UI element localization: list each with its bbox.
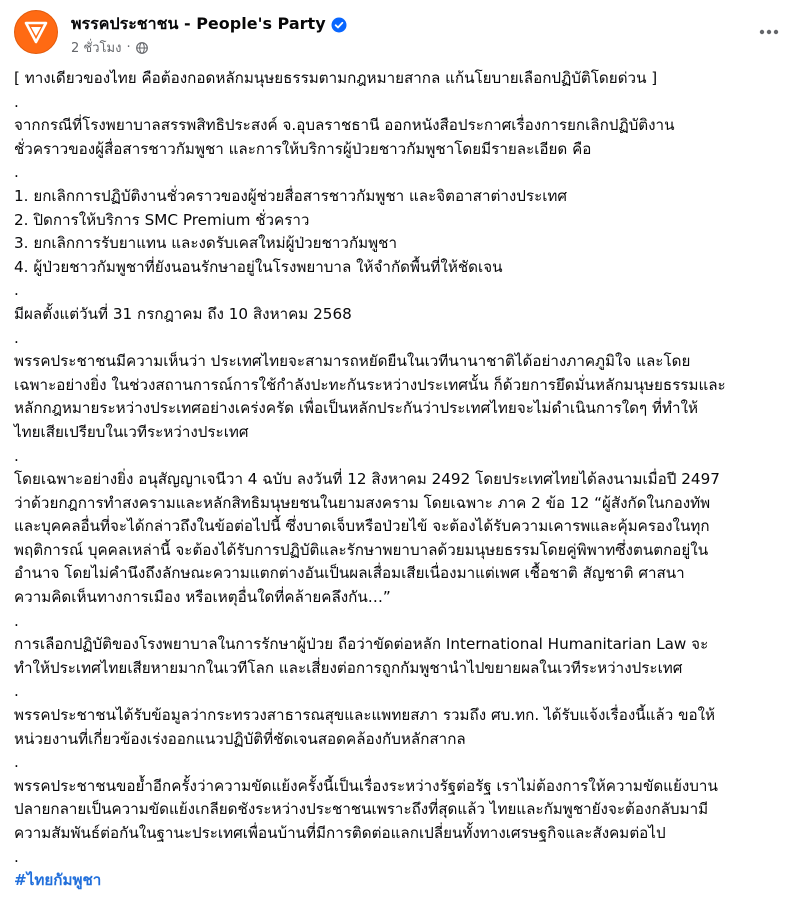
post-text-line: 3. ยกเลิกการรับยาแทน และงดรับเคสใหม่ผู้ป่วยชาวกัมพูชา (14, 234, 397, 253)
post-text-line: โดยเฉพาะอย่างยิ่ง อนุสัญญาเจนีวา 4 ฉบับ ลงวันที่ 12 สิงหาคม 2492 โดยประเทศไทยได้ลงนามเมื่อปี 2497 (14, 470, 720, 489)
post-text-line: ความคิดเห็นทางการเมือง หรือเหตุอื่นใดที่คล้ายคลึงกัน…” (14, 588, 391, 607)
post-text-line: เฉพาะอย่างยิ่ง ในช่วงสถานการณ์การใช้กำลังปะทะกันระหว่างประเทศนั้น ก็ด้วยการยึดมั่นหลักมนุษยธรรมและ (14, 375, 726, 394)
post-text-line: . (14, 847, 19, 866)
post-text-line: . (14, 281, 19, 300)
meta-separator: · (126, 40, 131, 55)
post-text-line: อำนาจ โดยไม่คำนึงถึงลักษณะความแตกต่างอันเป็นผลเสื่อมเสียเนื่องมาแต่เพศ เชื้อชาติ สัญชาติ ศาสนา (14, 564, 685, 583)
peoples-party-logo-icon (23, 19, 49, 45)
verified-badge-icon (331, 17, 347, 33)
post-timestamp[interactable]: 2 ชั่วโมง (71, 41, 122, 56)
post-text-line: . (14, 163, 19, 182)
post-text-line: มีผลตั้งแต่วันที่ 31 กรกฎาคม ถึง 10 สิงหาคม 2568 (14, 304, 352, 323)
post-text-line: . (14, 682, 19, 701)
post-text-line: พรรคประชาชนขอย้ำอีกครั้งว่าความขัดแย้งครั้งนี้เป็นเรื่องระหว่างรัฐต่อรัฐ เราไม่ต้องการให้ความขัดแย้งบาน (14, 776, 718, 795)
post-text-line: ชั่วคราวของผู้สื่อสารชาวกัมพูชา และการให้บริการผู้ป่วยชาวกัมพูชาโดยมีรายละเอียด คือ (14, 139, 592, 158)
post-text-line: 4. ผู้ป่วยชาวกัมพูชาที่ยังนอนรักษาอยู่ในโรงพยาบาล ให้จำกัดพื้นที่ให้ชัดเจน (14, 257, 503, 276)
post-text-line: ว่าด้วยกฎการทำสงครามและหลักสิทธิมนุษยชนในยามสงคราม โดยเฉพาะ ภาค 2 ข้อ 12 “ผู้สังกัดในกองทัพ (14, 493, 711, 512)
post-text-line: . (14, 753, 19, 772)
post-text-line: [ ทางเดียวของไทย คือต้องกอดหลักมนุษยธรรมตามกฎหมายสากล แก้นโยบายเลือกปฏิบัติโดยด่วน ] (14, 69, 658, 87)
page-name[interactable]: พรรคประชาชน - People's Party (71, 14, 326, 33)
post-text-line: พรรคประชาชนได้รับข้อมูลว่ากระทรวงสาธารณสุขและแพทยสภา รวมถึง ศบ.ทก. ได้รับแจ้งเรื่องนี้แล้ว ขอให้ (14, 706, 716, 725)
post-text-line: ทำให้ประเทศไทยเสียหายมากในเวทีโลก และเสี่ยงต่อการถูกกัมพูชานำไปขยายผลในเวทีระหว่างประเทศ (14, 658, 683, 677)
post-text-line: พรรคประชาชนมีความเห็นว่า ประเทศไทยจะสามารถหยัดยืนในเวทีนานาชาติได้อย่างภาคภูมิใจ และโดย (14, 352, 691, 371)
post-text-line: พฤติการณ์ บุคคลเหล่านี้ จะต้องได้รับการปฏิบัติและรักษาพยาบาลด้วยมนุษยธรรมโดยคู่พิพาทซึ่งตนตกอยู่ใน (14, 540, 709, 559)
post-text-line: . (14, 611, 19, 630)
post-meta (71, 37, 148, 58)
post-text-line: . (14, 446, 19, 465)
post-text-line: . (14, 328, 19, 347)
post-text-line: ไทยเสียเปรียบในเวทีระหว่างประเทศ (14, 422, 249, 441)
post-text-line: หลักกฎหมายระหว่างประเทศอย่างเคร่งครัด เพื่อเป็นหลักประกันว่าประเทศไทยจะไม่ดำเนินการใดๆ ที่ทำให้ (14, 399, 699, 418)
more-options-icon[interactable] (758, 22, 780, 42)
post-text-line: จากกรณีที่โรงพยาบาลสรรพสิทธิประสงค์ จ.อุบลราชธานี ออกหนังสือประกาศเรื่องการยกเลิกปฏิบัติงาน (14, 116, 675, 135)
post-text-line: หน่วยงานที่เกี่ยวข้องเร่งออกแนวปฏิบัติที่ชัดเจนสอดคล้องกับหลักสากล (14, 729, 466, 748)
globe-icon[interactable] (136, 42, 148, 54)
page-name-link[interactable] (71, 12, 347, 37)
post-text-line: 1. ยกเลิกการปฏิบัติงานชั่วคราวของผู้ช่วยสื่อสารชาวกัมพูชา และจิตอาสาต่างประเทศ (14, 186, 568, 205)
post-text-line: และบุคคลอื่นที่จะได้กล่าวถึงในข้อต่อไปนี้ ซึ่งบาดเจ็บหรือป่วยไข้ จะต้องได้รับความเคารพและคุ้มครองในทุก (14, 517, 710, 536)
post-text-line: ความสัมพันธ์ต่อกันในฐานะประเทศเพื่อนบ้านที่มีการติดต่อแลกเปลี่ยนทั้งทางเศรษฐกิจและสังคมต่อไป (14, 824, 666, 842)
post-text-line: ปลายกลายเป็นความขัดแย้งเกลียดชังระหว่างประชาชนเพราะถึงที่สุดแล้ว ไทยและกัมพูชายังจะต้องกลับมามี (14, 800, 709, 819)
page-avatar[interactable] (14, 10, 58, 54)
post-text-line: . (14, 92, 19, 111)
post-body (14, 67, 786, 893)
post-text (14, 67, 786, 869)
post-text-line: 2. ปิดการให้บริการ SMC Premium ชั่วคราว (14, 210, 310, 229)
hashtag-link[interactable]: #ไทยกัมพูชา (14, 871, 102, 890)
post-text-line: การเลือกปฏิบัติของโรงพยาบาลในการรักษาผู้ป่วย ถือว่าขัดต่อหลัก International Humanitarian Law จะ (14, 635, 709, 654)
post-header (14, 10, 790, 64)
